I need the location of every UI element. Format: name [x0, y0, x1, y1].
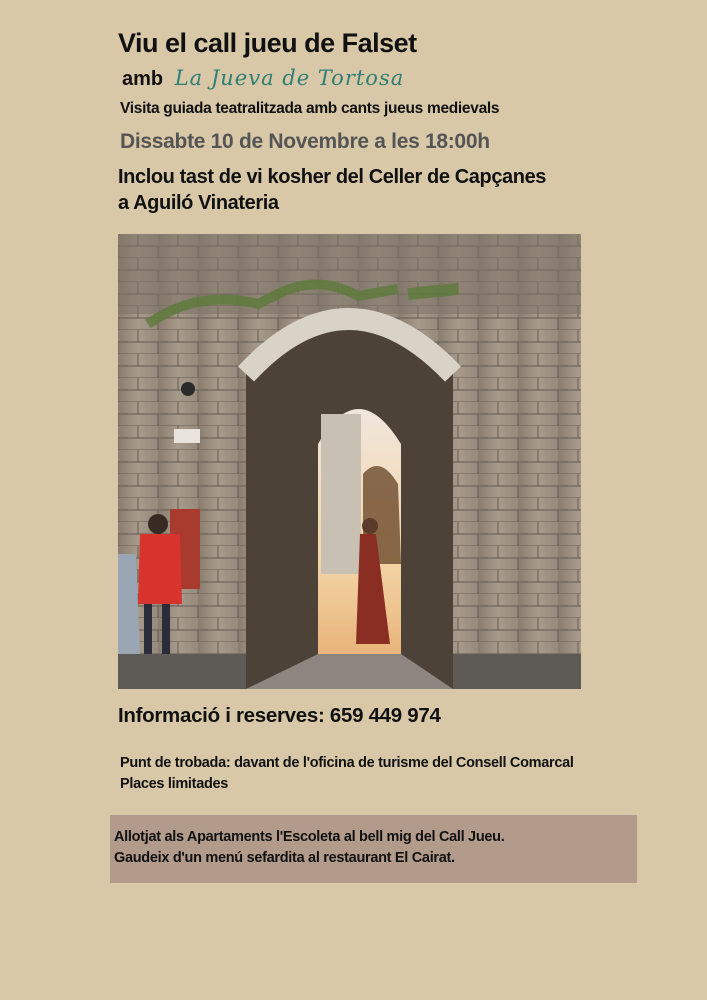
gate-photo: [118, 234, 581, 689]
info-reservations: Informació i reserves: 659 449 974: [118, 704, 441, 727]
performer-line: [122, 66, 404, 91]
tasting-line-2: a Aguiló Vinateria: [118, 192, 279, 214]
poster-title: Viu el call jueu de Falset: [118, 28, 417, 58]
accommodation-text: Allotjat als Apartaments l'Escoleta al bell mig del Call Jueu.: [114, 829, 505, 845]
limited-places: Places limitades: [120, 776, 229, 792]
performer-name: La Jueva de Tortosa: [174, 66, 405, 90]
menu-text: Gaudeix d'un menú sefardita al restaurant El Cairat.: [114, 850, 455, 866]
tasting-line-1: Inclou tast de vi kosher del Celler de Capçanes: [118, 166, 547, 188]
visit-description: Visita guiada teatralitzada amb cants jueus medievals: [120, 100, 500, 117]
meeting-point: Punt de trobada: davant de l'oficina de turisme del Consell Comarcal: [120, 755, 574, 771]
event-date: Dissabte 10 de Novembre a les 18:00h: [120, 130, 490, 153]
with-prefix: amb: [122, 68, 164, 90]
accommodation-box: [110, 815, 637, 883]
